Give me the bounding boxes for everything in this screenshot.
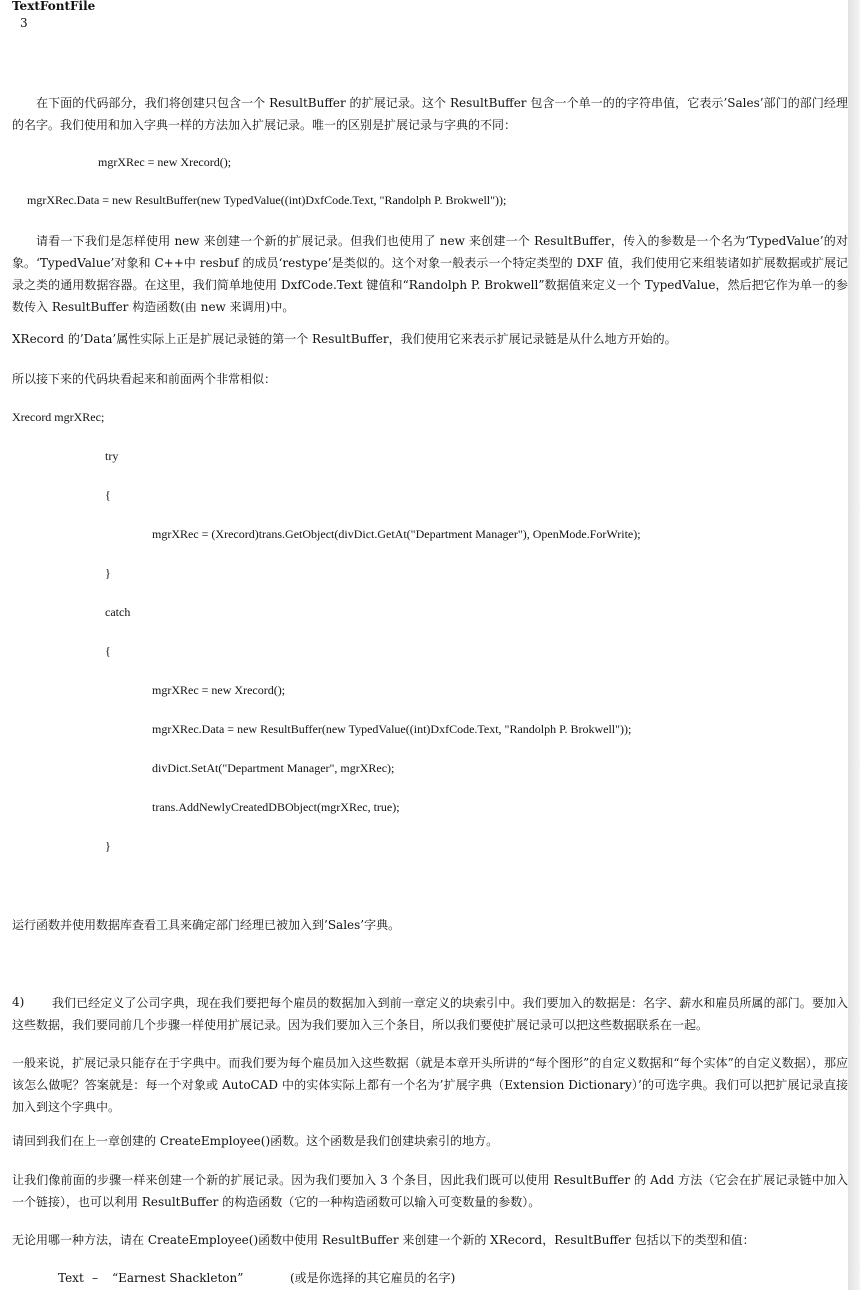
code-line: mgrXRec = new Xrecord(); <box>152 683 286 697</box>
list-item-note: (或是你选择的其它雇员的名字) <box>290 1271 456 1285</box>
paragraph-3: XRecord 的’Data’属性实际上正是扩展记录链的第一个 ResultBuffer，我们使用它来表示扩展记录链是从什么地方开始的。 <box>12 332 677 346</box>
paragraph-1: 在下面的代码部分，我们将创建只包含一个 ResultBuffer 的扩展记录。这个 ResultBuffer 包含一个单一的的字符串值，它表示’Sales’部门的部门经理的名字。我们使用和加入字典一样的方法加入扩展记录。唯一的区别是扩展记录与字典的不同： <box>12 96 848 132</box>
code-line: } <box>105 839 111 853</box>
document-title: TextFontFile <box>12 0 96 13</box>
list-item-value: “Earnest Shackleton” <box>112 1271 244 1285</box>
code-line: mgrXRec.Data = new ResultBuffer(new TypedValue((int)DxfCode.Text, "Randolph P. Brokwell")); <box>152 722 632 736</box>
paragraph-4: 所以接下来的代码块看起来和前面两个非常相似： <box>12 372 277 386</box>
paragraph-5: 运行函数并使用数据库查看工具来确定部门经理已被加入到’Sales’字典。 <box>12 918 401 932</box>
code-line: { <box>105 644 111 658</box>
paragraph-8: 请回到我们在上一章创建的 CreateEmployee()函数。这个函数是我们创建块索引的地方。 <box>12 1134 499 1148</box>
code-line: { <box>105 488 111 502</box>
code-line: Xrecord mgrXRec; <box>12 410 105 424</box>
code-line: trans.AddNewlyCreatedDBObject(mgrXRec, true); <box>152 800 400 814</box>
paragraph-9: 让我们像前面的步骤一样来创建一个新的扩展记录。因为我们要加入 3 个条目，因此我们既可以使用 ResultBuffer 的 Add 方法（它会在扩展记录链中加入一个链接），也可以利用 ResultBuffer 的构造函数（它的一种构造函数可以输入可变数量的参数）。 <box>12 1173 848 1209</box>
code-line: mgrXRec.Data = new ResultBuffer(new TypedValue((int)DxfCode.Text, "Randolph P. Brokwell")); <box>27 193 507 207</box>
code-line: catch <box>105 605 131 619</box>
paragraph-7: 一般来说，扩展记录只能存在于字典中。而我们要为每个雇员加入这些数据（就是本章开头所讲的“每个图形”的自定义数据和“每个实体”的自定义数据），那应该怎么做呢？答案就是：每一个对象或 AutoCAD 中的实体实际上都有一个名为’扩展字典（Extension Dictionary）’的可选字典。我们可以把扩展记录直接加入到这个字典中。 <box>12 1056 848 1114</box>
paragraph-6: 我们已经定义了公司字典，现在我们要把每个雇员的数据加入到前一章定义的块索引中。我们要加入的数据是：名字、薪水和雇员所属的部门。要加入这些数据，我们要同前几个步骤一样使用扩展记录。因为我们要加入三个条目，所以我们要使扩展记录可以把这些数据联系在一起。 <box>12 996 848 1032</box>
paragraph-2: 请看一下我们是怎样使用 new 来创建一个新的扩展记录。但我们也使用了 new 来创建一个 ResultBuffer，传入的参数是一个名为‘TypedValue’的对象。‘TypedValue’对象和 C++中 resbuf 的成员‘restype’是类似的。这个对象一般表示一个特定类型的 DXF 值，我们使用它来组装诸如扩展数据或扩展记录之类的通用数据容器。在这里，我们简单地使用 DxfCode.Text 键值和“Randolph P. Brokwell”数据值来定义一个 TypedValue，然后把它作为单一的参数传入 ResultBuffer 构造函数(由 new 来调用)中。 <box>12 234 848 314</box>
code-line: mgrXRec = (Xrecord)trans.GetObject(divDict.GetAt("Department Manager"), OpenMode.ForWrite); <box>152 527 641 541</box>
paragraph-10: 无论用哪一种方法，请在 CreateEmployee()函数中使用 ResultBuffer 来创建一个新的 XRecord，ResultBuffer 包括以下的类型和值： <box>12 1233 755 1247</box>
list-item-type: Text <box>58 1271 84 1285</box>
scrollbar[interactable] <box>848 0 860 1290</box>
code-line: } <box>105 566 111 580</box>
code-line: mgrXRec = new Xrecord(); <box>98 155 232 169</box>
list-number: 4) <box>12 995 25 1009</box>
code-line: divDict.SetAt("Department Manager", mgrXRec); <box>152 761 395 775</box>
code-line: try <box>105 449 119 463</box>
page-number: 3 <box>20 16 28 30</box>
list-item-dash: – <box>92 1271 98 1285</box>
